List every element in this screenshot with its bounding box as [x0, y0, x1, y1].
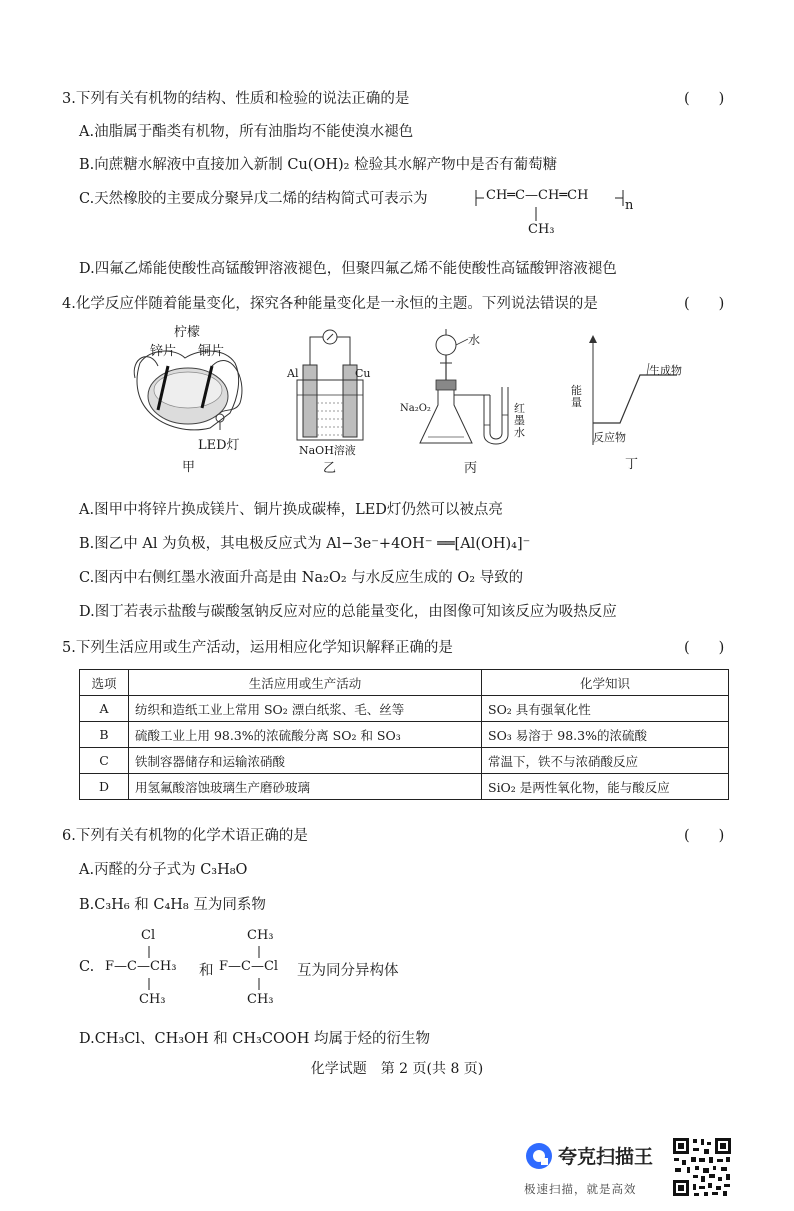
caption-yi: 乙	[323, 461, 337, 476]
table-row	[80, 696, 729, 722]
cell-activity: 硫酸工业上用 98.3%的浓硫酸分离 SO₂ 和 SO₃	[129, 722, 482, 748]
label-product: 生成物	[649, 364, 682, 377]
label-red-ink: 红墨水	[514, 402, 525, 439]
q3-option-d: D.四氟乙烯能使酸性高锰酸钾溶液褪色，但聚四氟乙烯不能使酸性高锰酸钾溶液褪色	[79, 261, 617, 277]
label-lemon: 柠檬	[174, 325, 201, 340]
q3-option-b: B.向蔗糖水解液中直接加入新制 Cu(OH)₂ 检验其水解产物中是否有葡萄糖	[79, 157, 558, 173]
q6-c-tail: 互为同分异构体	[297, 963, 399, 979]
q4-option-c: C.图丙中右侧红墨水液面升高是由 Na₂O₂ 与水反应生成的 O₂ 导致的	[79, 570, 524, 586]
qr-code-icon	[671, 1136, 733, 1198]
cell-knowledge: SO₃ 易溶于 98.3%的浓硫酸	[482, 722, 729, 748]
s2-top: CH₃	[247, 928, 274, 943]
q4-option-d: D.图丁若表示盐酸与碳酸氢钠反应对应的总能量变化，由图像可知该反应为吸热反应	[79, 604, 617, 620]
label-energy-axis: 能量	[571, 384, 582, 409]
q6-option-b: B.C₃H₆ 和 C₄H₈ 互为同系物	[79, 897, 266, 913]
label-copper: 铜片	[198, 344, 225, 359]
cell-option: C	[80, 748, 129, 774]
figure-bing-na2o2-apparatus	[398, 325, 548, 475]
table-row	[80, 774, 729, 800]
q6-answer-paren: ( )	[684, 828, 725, 844]
cell-option: B	[80, 722, 129, 748]
caption-bing: 丙	[464, 461, 478, 476]
figure-jia-lemon-battery	[130, 318, 250, 478]
q6-c-and: 和	[199, 963, 214, 979]
label-water: 水	[468, 333, 481, 347]
cell-knowledge: SO₂ 具有强氧化性	[482, 696, 729, 722]
label-al: Al	[287, 367, 299, 380]
q6-option-a: A.丙醛的分子式为 C₃H₈O	[79, 862, 248, 878]
q4-option-b: B.图乙中 Al 为负极，其电极反应式为 Al−3e⁻+4OH⁻ ══[Al(OH)₄]⁻	[79, 536, 531, 552]
figure-ding-energy-diagram	[565, 335, 715, 475]
q3-option-c: C.天然橡胶的主要成分聚异戊二烯的结构简式可表示为	[79, 191, 428, 207]
label-naoh: NaOH溶液	[299, 444, 356, 457]
q6-option-c	[79, 926, 499, 1010]
s1-bottom: CH₃	[139, 992, 166, 1007]
q6-option-d: D.CH₃Cl、CH₃OH 和 CH₃COOH 均属于烃的衍生物	[79, 1031, 430, 1047]
cell-activity: 纺织和造纸工业上常用 SO₂ 漂白纸浆、毛、丝等	[129, 696, 482, 722]
header-knowledge: 化学知识	[482, 670, 729, 696]
label-zinc: 锌片	[150, 344, 177, 359]
cell-option: A	[80, 696, 129, 722]
q4-option-a: A.图甲中将锌片换成镁片、铜片换成碳棒，LED灯仍然可以被点亮	[79, 502, 503, 518]
q3-formula-chain: CH═C—CH═CH	[486, 188, 589, 203]
quark-logo-icon	[524, 1141, 554, 1171]
header-activity: 生活应用或生产活动	[129, 670, 482, 696]
cell-knowledge: SiO₂ 是两性氧化物，能与酸反应	[482, 774, 729, 800]
label-na2o2: Na₂O₂	[400, 403, 431, 414]
q4-stem: 4.化学反应伴随着能量变化，探究各种能量变化是一永恒的主题。下列说法错误的是	[62, 296, 598, 312]
table-row	[80, 748, 729, 774]
cell-activity: 用氢氟酸溶蚀玻璃生产磨砂玻璃	[129, 774, 482, 800]
q3-polyisoprene-formula	[472, 184, 652, 244]
cell-activity: 铁制容器储存和运输浓硝酸	[129, 748, 482, 774]
table-row	[80, 722, 729, 748]
cell-knowledge: 常温下，铁不与浓硝酸反应	[482, 748, 729, 774]
q3-formula-methyl: CH₃	[528, 222, 555, 237]
header-option: 选项	[80, 670, 129, 696]
q5-table	[79, 669, 729, 800]
s2-row: F—C—Cl	[219, 959, 279, 974]
q6-structure-1	[105, 926, 205, 1010]
q3-answer-paren: ( )	[684, 91, 725, 107]
q5-stem: 5.下列生活应用或生产活动，运用相应化学知识解释正确的是	[62, 640, 453, 656]
figure-yi-al-cu-cell	[285, 325, 375, 475]
q4-answer-paren: ( )	[684, 296, 725, 312]
label-cu: Cu	[355, 367, 371, 380]
table-header-row	[80, 670, 729, 696]
s1-row: F—C—CH₃	[105, 959, 177, 974]
cell-option: D	[80, 774, 129, 800]
brand-title: 夸克扫描王	[558, 1146, 654, 1168]
brand-subtitle: 极速扫描，就是高效	[524, 1182, 637, 1196]
s1-top: Cl	[141, 928, 156, 943]
q3-formula-n: n	[625, 198, 634, 213]
label-reactant: 反应物	[593, 431, 626, 444]
q5-answer-paren: ( )	[684, 640, 725, 656]
s2-bottom: CH₃	[247, 992, 274, 1007]
caption-ding: 丁	[625, 457, 639, 472]
q3-option-a: A.油脂属于酯类有机物，所有油脂均不能使溴水褪色	[79, 124, 414, 140]
page-footer: 化学试题 第 2 页(共 8 页)	[310, 1061, 484, 1077]
label-led: LED灯	[198, 438, 240, 453]
q6-stem: 6.下列有关有机物的化学术语正确的是	[62, 828, 308, 844]
q6-c-label: C.	[79, 959, 95, 975]
q3-stem: 3.下列有关有机物的结构、性质和检验的说法正确的是	[62, 91, 410, 107]
caption-jia: 甲	[182, 460, 196, 475]
